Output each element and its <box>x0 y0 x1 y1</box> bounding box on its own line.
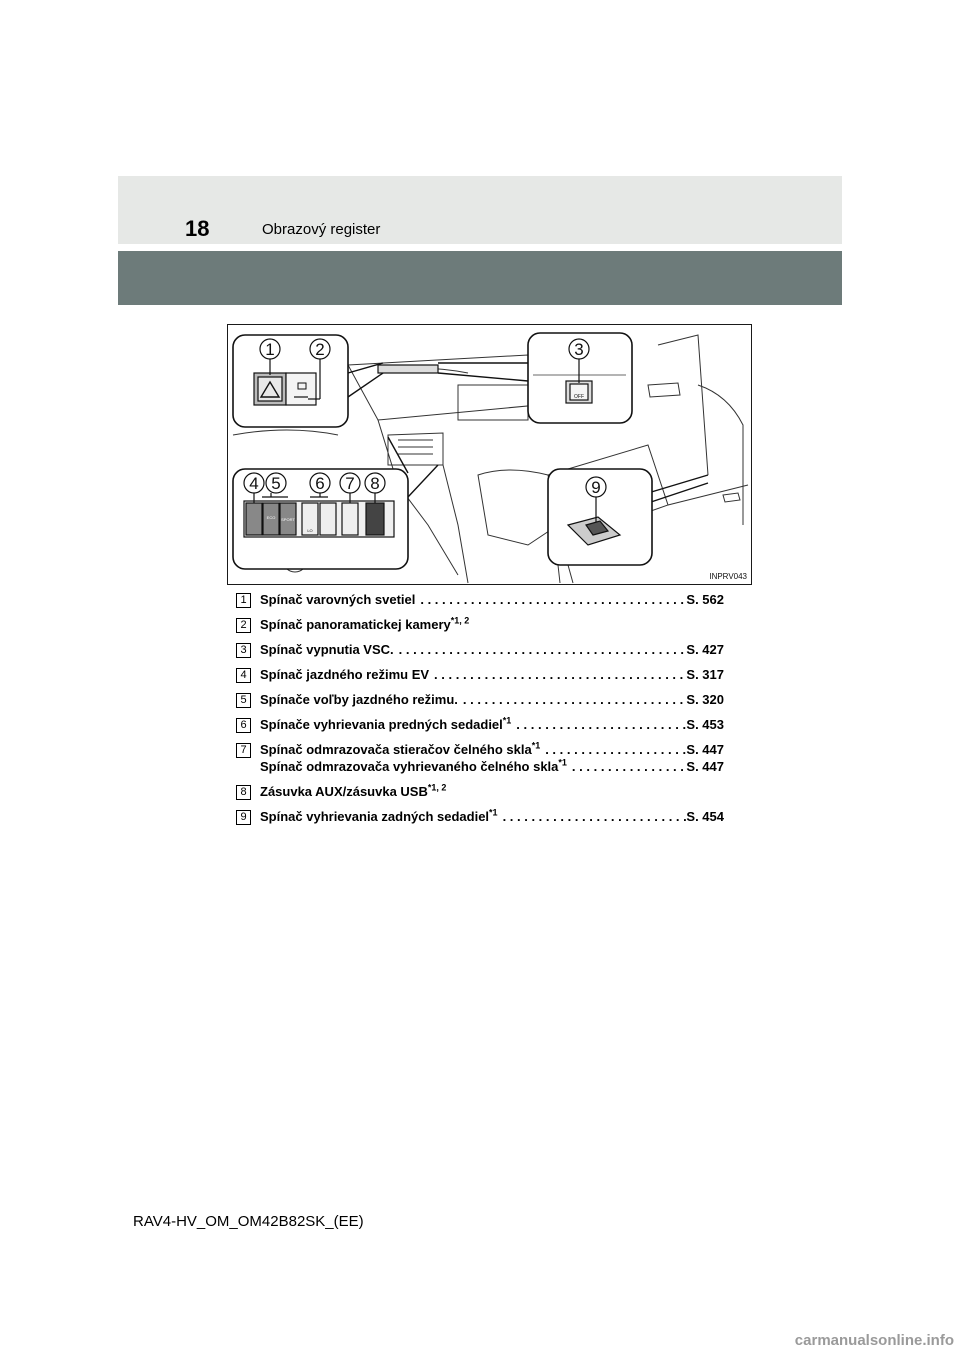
entry-label: Spínač odmrazovača vyhrievaného čelného skla <box>260 759 559 774</box>
entry-label: Spínače vyhrievania predných sedadiel <box>260 717 503 732</box>
callout-5: 5 <box>271 474 281 493</box>
entry-4 <box>236 666 724 683</box>
entry-2 <box>236 616 724 633</box>
page-ref[interactable]: S. 447 <box>686 742 724 757</box>
callout-3: 3 <box>574 340 584 359</box>
inset-hazard-panel <box>233 335 348 427</box>
entry-label: Spínač panoramatickej kamery <box>260 617 451 632</box>
header-band <box>118 176 842 244</box>
index-entries <box>236 591 724 833</box>
entry-1 <box>236 591 724 608</box>
entry-label: Spínač jazdného režimu EV <box>260 667 430 682</box>
callout-4: 4 <box>249 474 259 493</box>
page-ref[interactable]: S. 453 <box>686 717 724 732</box>
entry-label: Spínač vyhrievania zadných sedadiel <box>260 809 490 824</box>
page-ref[interactable]: S. 447 <box>686 759 724 774</box>
entry-number: 7 <box>236 743 251 758</box>
inset-rear-seat-panel <box>548 469 652 565</box>
entry-label: Spínač vypnutia VSC. <box>260 642 394 657</box>
dashboard-illustration <box>227 324 752 585</box>
illustration-code: INPRV043 <box>709 572 747 581</box>
entry-number: 8 <box>236 785 251 800</box>
page-ref[interactable]: S. 562 <box>686 592 724 607</box>
page-number: 18 <box>185 216 210 241</box>
entry-7 <box>236 741 724 775</box>
inset-vsc-panel <box>528 333 632 423</box>
section-title: Obrazový register <box>262 221 381 238</box>
entry-number: 2 <box>236 618 251 633</box>
footnote-marker: *1, 2 <box>427 782 447 793</box>
manual-code: RAV4-HV_OM_OM42B82SK_(EE) <box>133 1213 364 1230</box>
page-ref[interactable]: S. 427 <box>686 642 724 657</box>
entry-number: 4 <box>236 668 251 683</box>
header-dark-band <box>118 251 842 305</box>
entry-number: 5 <box>236 693 251 708</box>
entry-label: Spínače voľby jazdného režimu. <box>260 692 458 707</box>
page-ref[interactable]: S. 320 <box>686 692 724 707</box>
entry-number: 3 <box>236 643 251 658</box>
entry-label: Spínač odmrazovača stieračov čelného skla <box>260 742 532 757</box>
callout-6: 6 <box>315 474 325 493</box>
watermark: carmanualsonline.info <box>794 1332 954 1349</box>
footnote-marker: *1, 2 <box>450 615 470 626</box>
inset-switch-panel <box>233 469 408 569</box>
callout-7: 7 <box>345 474 355 493</box>
page-ref[interactable]: S. 454 <box>686 809 724 824</box>
entry-5 <box>236 691 724 708</box>
footnote-marker: *1 <box>502 715 512 726</box>
entry-label: Spínač varovných svetiel <box>260 592 416 607</box>
entry-label: Zásuvka AUX/zásuvka USB <box>260 784 428 799</box>
entry-3 <box>236 641 724 658</box>
entry-8 <box>236 783 724 800</box>
callout-1: 1 <box>265 340 275 359</box>
footnote-marker: *1 <box>489 807 498 818</box>
footnote-marker: *1 <box>558 757 567 768</box>
entry-9 <box>236 808 724 825</box>
entry-number: 6 <box>236 718 251 733</box>
svg-text:ECO: ECO <box>266 515 276 520</box>
sport-label: SPORT <box>281 517 295 522</box>
center-vent <box>378 365 438 373</box>
entry-number: 1 <box>236 593 251 608</box>
entry-6 <box>236 716 724 733</box>
callout-2: 2 <box>315 340 325 359</box>
off-label: OFF <box>574 394 584 400</box>
callout-9: 9 <box>591 478 601 497</box>
footnote-marker: *1 <box>531 740 541 751</box>
callout-8: 8 <box>370 474 380 493</box>
lo-label: LO <box>307 528 313 533</box>
page-ref[interactable]: S. 317 <box>686 667 724 682</box>
entry-number: 9 <box>236 810 251 825</box>
